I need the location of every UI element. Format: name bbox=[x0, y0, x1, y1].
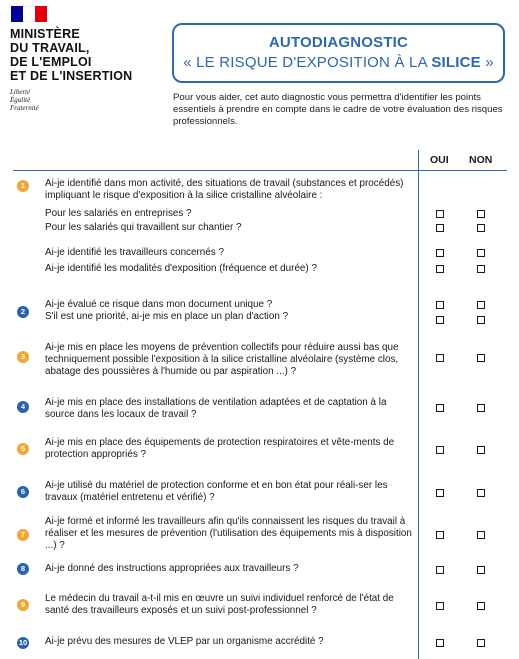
question-number-badge: 6 bbox=[17, 486, 29, 498]
checkbox-no[interactable] bbox=[477, 265, 485, 273]
checkbox-no[interactable] bbox=[477, 224, 485, 232]
title-box bbox=[172, 23, 505, 83]
checkbox-yes[interactable] bbox=[436, 354, 444, 362]
checkbox-yes[interactable] bbox=[436, 210, 444, 218]
checkbox-yes[interactable] bbox=[436, 265, 444, 273]
checkbox-no[interactable] bbox=[477, 566, 485, 574]
question-number-badge: 8 bbox=[17, 563, 29, 575]
intro-paragraph: Pour vous aider, cet auto diagnostic vous permettra d'identifier les points essentiels à prendre en compte dans le cadre de votre évaluation des risques professionnels. bbox=[173, 92, 503, 127]
page-subtitle: « LE RISQUE D'EXPOSITION À LA SILICE » bbox=[183, 54, 494, 71]
question-text: Ai-je identifié dans mon activité, des situations de travail (substances et procédés) impliquant le risque d'exposition à la silice cristalline alvéolaire : bbox=[45, 178, 404, 201]
column-header-no: NON bbox=[469, 154, 493, 166]
question-number-badge: 1 bbox=[17, 180, 29, 192]
question-text: Ai-je donné des instructions appropriées aux travailleurs ? bbox=[45, 563, 299, 574]
question-text: Pour les salariés en entreprises ? bbox=[45, 208, 192, 219]
checkbox-yes[interactable] bbox=[436, 446, 444, 454]
checkbox-no[interactable] bbox=[477, 602, 485, 610]
checkbox-yes[interactable] bbox=[436, 602, 444, 610]
checkbox-yes[interactable] bbox=[436, 224, 444, 232]
question-text: Ai-je mis en place des équipements de protection respiratoires et vête-ments de protection appropriés ? bbox=[45, 437, 395, 460]
column-header-yes: OUI bbox=[430, 154, 449, 166]
checkbox-no[interactable] bbox=[477, 316, 485, 324]
question-text: Ai-je identifié les travailleurs concernés ? bbox=[45, 247, 224, 258]
french-flag-icon bbox=[11, 6, 47, 22]
checkbox-yes[interactable] bbox=[436, 639, 444, 647]
question-text: Ai-je mis en place les moyens de prévention collectifs pour réduire aussi bas que techniquement possible l'exposition à la silice cristalline alvéolaire (système clos, abatage des poussières à l'humide ou par aspiration ...) ? bbox=[45, 342, 399, 377]
question-number-badge: 4 bbox=[17, 401, 29, 413]
checkbox-no[interactable] bbox=[477, 210, 485, 218]
checkbox-no[interactable] bbox=[477, 489, 485, 497]
checkbox-yes[interactable] bbox=[436, 316, 444, 324]
question-text: Ai-je prévu des mesures de VLEP par un organisme accrédité ? bbox=[45, 636, 324, 647]
checkbox-yes[interactable] bbox=[436, 301, 444, 309]
question-text: Ai-je utilisé du matériel de protection conforme et en bon état pour réali-ser les travaux (matériel entretenu et vérifié) ? bbox=[45, 480, 388, 503]
ministry-name: MINISTÈRE DU TRAVAIL, DE L'EMPLOI ET DE L'INSERTION bbox=[10, 27, 133, 83]
question-number-badge: 9 bbox=[17, 599, 29, 611]
checkbox-no[interactable] bbox=[477, 404, 485, 412]
question-number-badge: 5 bbox=[17, 443, 29, 455]
checkbox-no[interactable] bbox=[477, 639, 485, 647]
question-number-badge: 7 bbox=[17, 529, 29, 541]
question-text: Ai-je mis en place des installations de ventilation adaptées et de captation à la source dans les locaux de travail ? bbox=[45, 397, 387, 420]
checkbox-no[interactable] bbox=[477, 531, 485, 539]
checkbox-yes[interactable] bbox=[436, 404, 444, 412]
checkbox-yes[interactable] bbox=[436, 489, 444, 497]
question-number-badge: 2 bbox=[17, 306, 29, 318]
page-title: AUTODIAGNOSTIC bbox=[268, 34, 409, 51]
question-number-badge: 3 bbox=[17, 351, 29, 363]
question-text: Ai-je formé et informé les travailleurs afin qu'ils connaissent les risques du travail à réaliser et les mesures de prévention (l'utilisation des équipements mis à disposition ...) ? bbox=[45, 516, 412, 551]
checkbox-yes[interactable] bbox=[436, 531, 444, 539]
question-text: Pour les salariés qui travaillent sur chantier ? bbox=[45, 222, 242, 233]
question-text: Ai-je évalué ce risque dans mon document unique ? S'il est une priorité, ai-je mis en place un plan d'action ? bbox=[45, 299, 289, 322]
ministry-logo bbox=[10, 6, 160, 112]
header-divider bbox=[13, 170, 507, 171]
checkbox-no[interactable] bbox=[477, 354, 485, 362]
checkbox-yes[interactable] bbox=[436, 566, 444, 574]
checkbox-no[interactable] bbox=[477, 446, 485, 454]
question-number-badge: 10 bbox=[18, 638, 28, 647]
question-text: Le médecin du travail a-t-il mis en œuvre un suivi individuel renforcé de l'état de santé des travailleurs exposés et un suivi post-professionnel ? bbox=[45, 593, 394, 616]
question-text: Ai-je identifié les modalités d'exposition (fréquence et durée) ? bbox=[45, 263, 317, 274]
checkbox-no[interactable] bbox=[477, 301, 485, 309]
column-divider bbox=[418, 150, 419, 659]
checkbox-no[interactable] bbox=[477, 249, 485, 257]
checkbox-yes[interactable] bbox=[436, 249, 444, 257]
republic-motto: Liberté Égalité Fraternité bbox=[10, 88, 39, 112]
